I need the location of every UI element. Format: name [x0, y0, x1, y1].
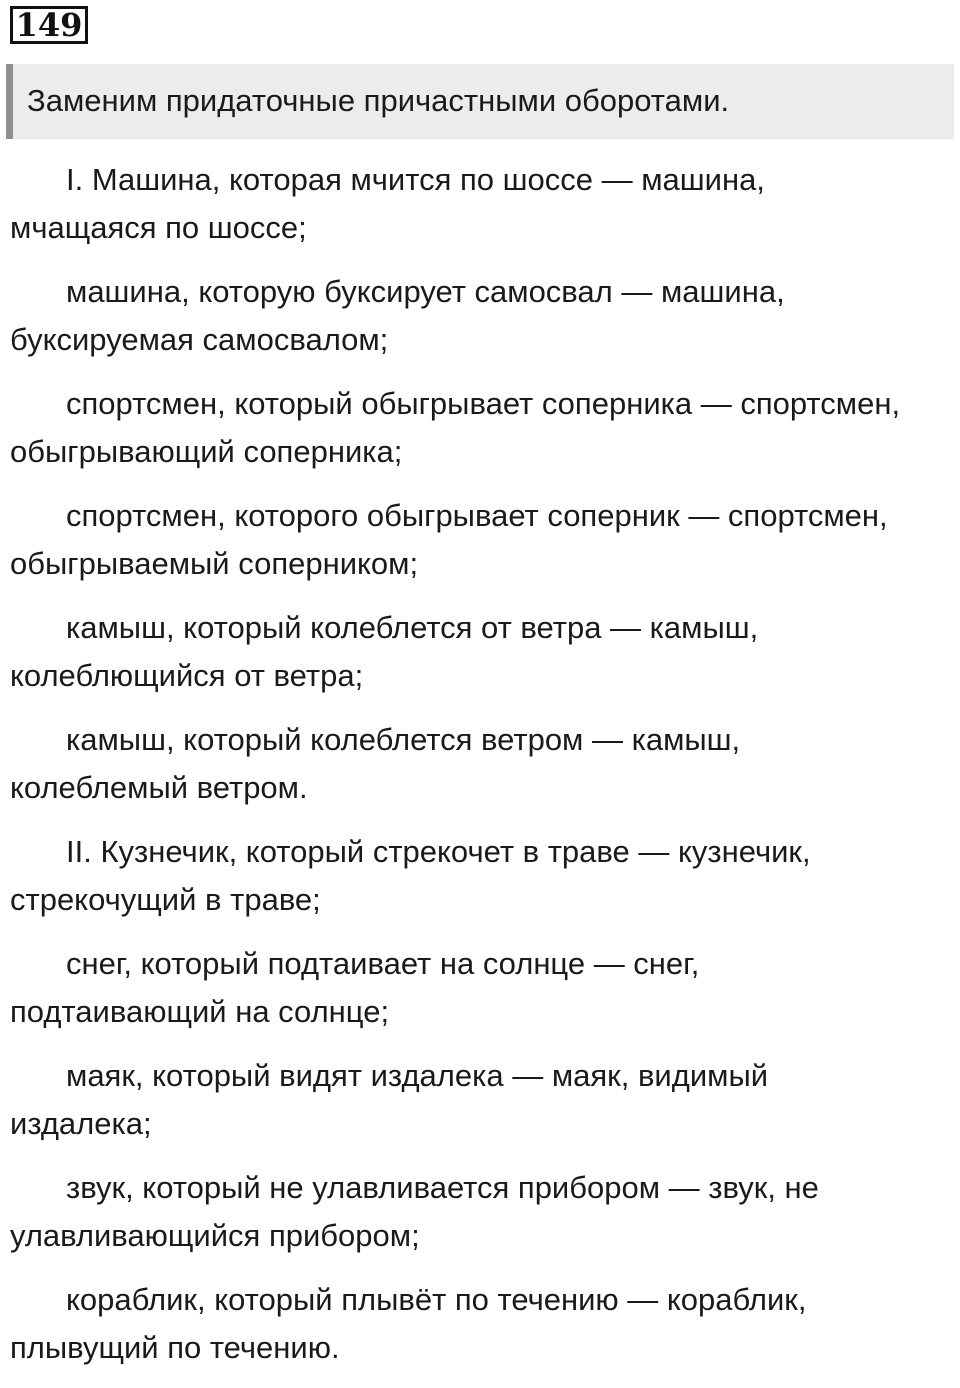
- answer-paragraph: маяк, который видят издалека — маяк, видимый издалека;: [10, 1058, 769, 1141]
- intro-text: Заменим придаточные причастными оборотами.: [27, 83, 730, 118]
- answer-paragraph: камыш, который колеблется от ветра — камыш, колеблющийся от ветра;: [10, 610, 759, 693]
- answer-paragraph: кораблик, который плывёт по течению — кораблик, плывущий по течению.: [10, 1282, 807, 1365]
- intro-banner: [6, 64, 954, 139]
- answer-paragraph: спортсмен, который обыгрывает соперника — спортсмен, обыгрывающий соперника;: [10, 386, 901, 469]
- answer-paragraph: II. Кузнечик, который стрекочет в траве — кузнечик, стрекочущий в траве;: [10, 834, 811, 917]
- answer-paragraph: снег, который подтаивает на солнце — снег, подтаивающий на солнце;: [10, 946, 700, 1029]
- answer-paragraph: машина, которую буксирует самосвал — машина, буксируемая самосвалом;: [10, 274, 785, 357]
- answer-paragraph: спортсмен, которого обыгрывает соперник — спортсмен, обыгрываемый соперником;: [10, 498, 888, 581]
- answer-paragraph: I. Машина, которая мчится по шоссе — машина, мчащаяся по шоссе;: [10, 162, 765, 245]
- answer-paragraph: камыш, который колеблется ветром — камыш, колеблемый ветром.: [10, 722, 741, 805]
- answer-paragraph: звук, который не улавливается прибором — звук, не улавливающийся прибором;: [10, 1170, 819, 1253]
- answer-content: [10, 156, 910, 1388]
- task-number-badge: 149: [10, 6, 88, 44]
